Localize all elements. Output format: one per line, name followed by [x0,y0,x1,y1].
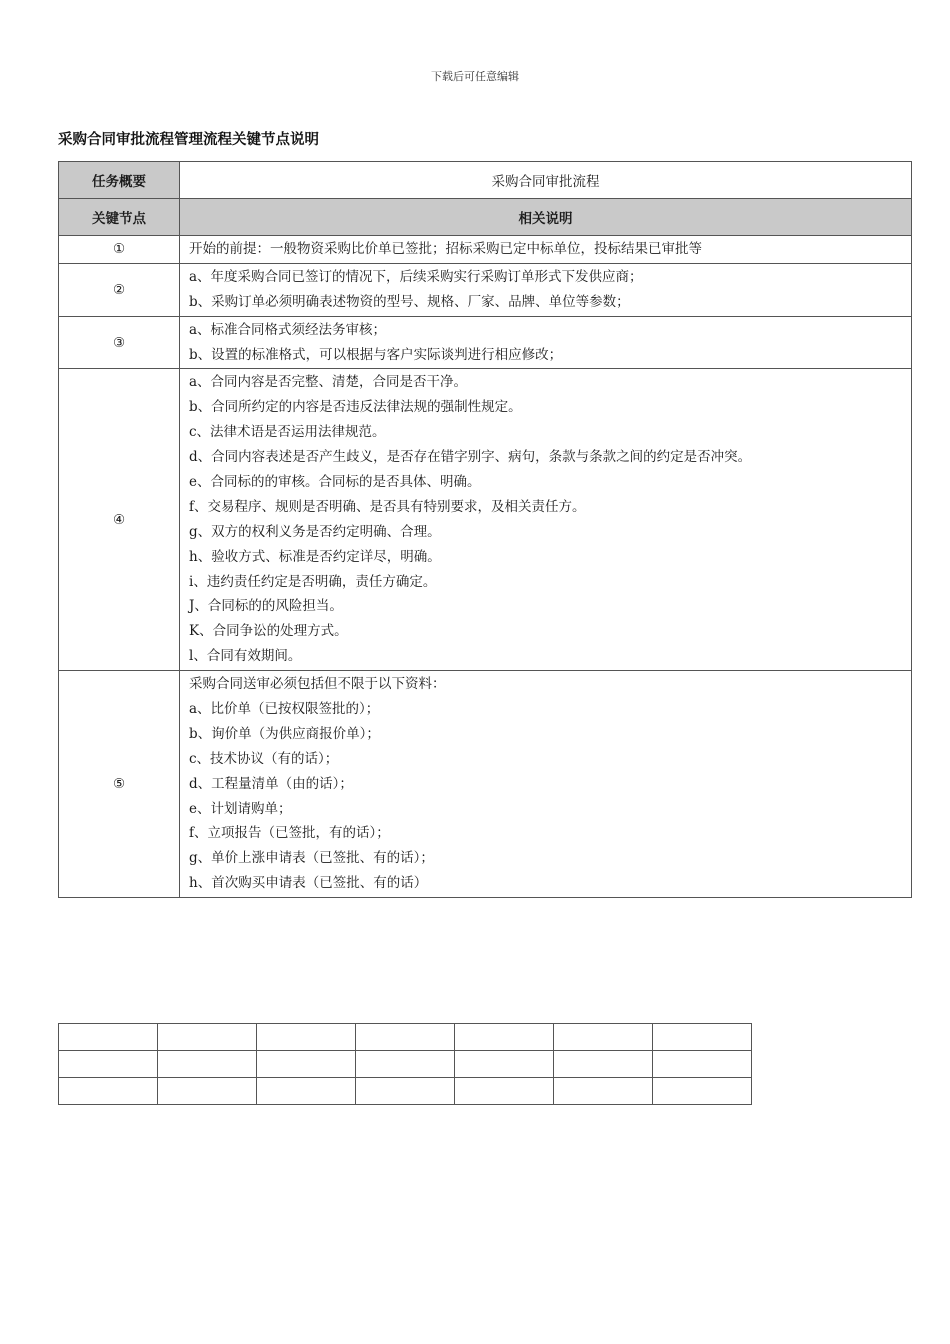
blank-cell [554,1078,653,1105]
key-nodes-table [58,161,912,898]
description-line: b、合同所约定的内容是否违反法律法规的强制性规定。 [189,399,522,416]
blank-row [59,1051,752,1078]
blank-cell [257,1051,356,1078]
description-line: g、双方的权利义务是否约定明确、合理。 [189,523,441,540]
blank-cell [653,1051,752,1078]
description-line: 采购合同送审必须包括但不限于以下资料： [189,676,446,693]
blank-cell [356,1024,455,1051]
blank-row [59,1078,752,1105]
blank-cell [653,1078,752,1105]
description-line: a、比价单（已按权限签批的）； [189,701,380,718]
description-line: i、违约责任约定是否明确，责任方确定。 [189,573,437,590]
description-line: l、合同有效期间。 [189,648,302,665]
node-number: ② [59,263,180,316]
table-row [59,316,912,369]
node-number: ① [59,236,180,264]
blank-grid-table [58,1023,752,1105]
description-line: e、计划请购单； [189,800,292,817]
page-header-note: 下载后可任意编辑 [431,70,519,83]
node-description [180,236,912,264]
description-line: b、询价单（为供应商报价单）； [189,725,380,742]
node-number: ⑤ [59,671,180,898]
blank-cell [554,1051,653,1078]
blank-cell [455,1024,554,1051]
description-line: 开始的前提：一般物资采购比价单已签批；招标采购已定中标单位，投标结果已审批等 [189,241,702,257]
blank-cell [356,1051,455,1078]
table-row [59,263,912,316]
description-line: a、合同内容是否完整、清楚，合同是否干净。 [189,374,468,391]
blank-cell [158,1024,257,1051]
description-line: J、合同标的的风险担当。 [189,598,343,615]
blank-cell [158,1078,257,1105]
description-line: d、工程量清单（由的话）； [189,775,353,792]
description-line: a、标准合同格式须经法务审核； [189,321,387,338]
description-column-header: 相关说明 [180,199,912,236]
description-line: f、交易程序、规则是否明确、是否具有特别要求，及相关责任方。 [189,498,586,515]
blank-cell [158,1051,257,1078]
column-header-row [59,199,912,236]
node-description [180,671,912,898]
node-description [180,263,912,316]
description-line: b、采购订单必须明确表述物资的型号、规格、厂家、品牌、单位等参数； [189,293,630,310]
table-row [59,671,912,898]
description-line: h、首次购买申请表（已签批、有的话） [189,875,428,892]
blank-cell [257,1078,356,1105]
node-description [180,316,912,369]
node-column-header: 关键节点 [59,199,180,236]
summary-value: 采购合同审批流程 [180,162,912,199]
table-row [59,369,912,671]
description-line: e、合同标的的审核。合同标的是否具体、明确。 [189,474,481,491]
blank-cell [455,1051,554,1078]
summary-row [59,162,912,199]
description-line: c、法律术语是否运用法律规范。 [189,424,386,441]
description-line: a、年度采购合同已签订的情况下，后续采购实行采购订单形式下发供应商； [189,268,643,285]
summary-label: 任务概要 [59,162,180,199]
blank-cell [455,1078,554,1105]
blank-cell [653,1024,752,1051]
node-description [180,369,912,671]
blank-cell [257,1024,356,1051]
blank-cell [356,1078,455,1105]
description-line: c、技术协议（有的话）； [189,750,339,767]
description-line: d、合同内容表述是否产生歧义，是否存在错字别字、病句，条款与条款之间的约定是否冲突。 [189,449,752,466]
description-line: b、设置的标准格式，可以根据与客户实际谈判进行相应修改； [189,346,563,363]
description-line: g、单价上涨申请表（已签批、有的话）； [189,850,434,867]
table-row [59,236,912,264]
document-title: 采购合同审批流程管理流程关键节点说明 [58,132,319,148]
blank-cell [59,1051,158,1078]
node-number: ④ [59,369,180,671]
blank-cell [554,1024,653,1051]
description-line: K、合同争讼的处理方式。 [189,623,348,640]
blank-row [59,1024,752,1051]
node-number: ③ [59,316,180,369]
blank-cell [59,1078,158,1105]
description-line: f、立项报告（已签批，有的话）； [189,825,390,842]
blank-cell [59,1024,158,1051]
description-line: h、验收方式、标准是否约定详尽，明确。 [189,548,441,565]
